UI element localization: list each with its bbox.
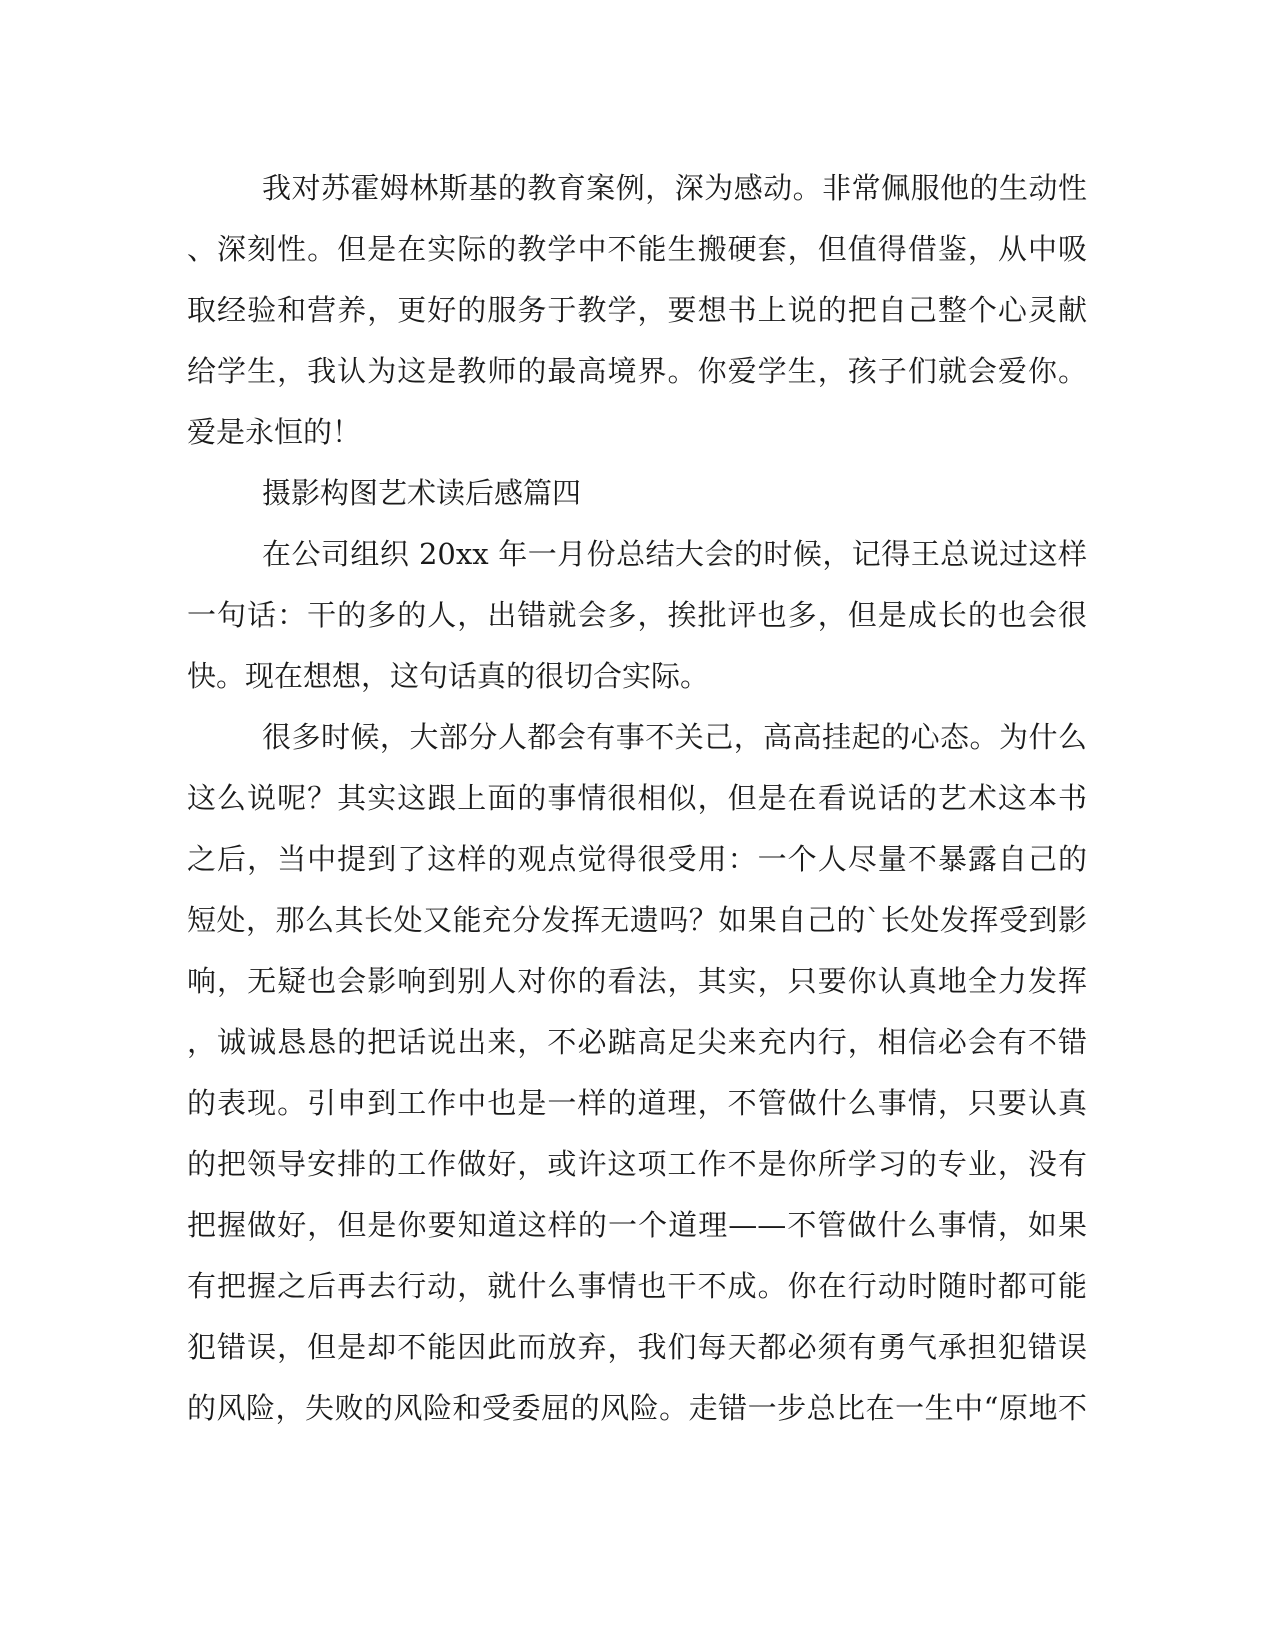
paragraph-art-of-speaking bbox=[187, 707, 1087, 1439]
paragraph-line: 这么说呢？其实这跟上面的事情很相似，但是在看说话的艺术这本书 bbox=[187, 781, 1087, 815]
paragraph-teaching-reflection bbox=[187, 158, 1087, 463]
paragraph-line: 爱是永恒的！ bbox=[187, 415, 362, 449]
paragraph-line: 有把握之后再去行动，就什么事情也干不成。你在行动时随时都可能 bbox=[187, 1269, 1087, 1303]
paragraph-line: 我对苏霍姆林斯基的教育案例，深为感动。非常佩服他的生动性 bbox=[262, 171, 1087, 205]
paragraph-line: 在公司组织 20xx 年一月份总结大会的时候，记得王总说过这样 bbox=[262, 537, 1087, 571]
paragraph-line: 的风险，失败的风险和受委屈的风险。走错一步总比在一生中“原地不 bbox=[187, 1391, 1087, 1425]
paragraph-line: 短处，那么其长处又能充分发挥无遗吗？如果自己的`长处发挥受到影 bbox=[187, 903, 1087, 937]
paragraph-line: 的表现。引申到工作中也是一样的道理，不管做什么事情，只要认真 bbox=[187, 1086, 1087, 1120]
paragraph-line: 、深刻性。但是在实际的教学中不能生搬硬套，但值得借鉴，从中吸 bbox=[187, 232, 1087, 266]
paragraph-line: 取经验和营养，更好的服务于教学，要想书上说的把自己整个心灵献 bbox=[187, 293, 1087, 327]
paragraph-line: 的把领导安排的工作做好，或许这项工作不是你所学习的专业，没有 bbox=[187, 1147, 1087, 1181]
paragraph-line: 一句话：干的多的人，出错就会多，挨批评也多，但是成长的也会很 bbox=[187, 598, 1087, 632]
paragraph-line: 快。现在想想，这句话真的很切合实际。 bbox=[187, 659, 710, 693]
paragraph-line: 犯错误，但是却不能因此而放弃，我们每天都必须有勇气承担犯错误 bbox=[187, 1330, 1087, 1364]
paragraph-company-meeting bbox=[187, 524, 1087, 707]
paragraph-line: ，诚诚恳恳的把话说出来，不必踮高足尖来充内行，相信必会有不错 bbox=[187, 1025, 1087, 1059]
paragraph-line: 响，无疑也会影响到别人对你的看法，其实，只要你认真地全力发挥 bbox=[187, 964, 1087, 998]
paragraph-line: 给学生，我认为这是教师的最高境界。你爱学生，孩子们就会爱你。 bbox=[187, 354, 1087, 388]
paragraph-line: 把握做好，但是你要知道这样的一个道理——不管做什么事情，如果 bbox=[187, 1208, 1087, 1242]
document-body bbox=[187, 158, 1087, 1439]
paragraph-line: 很多时候，大部分人都会有事不关己，高高挂起的心态。为什么 bbox=[262, 720, 1087, 754]
section-heading: 摄影构图艺术读后感篇四 bbox=[262, 476, 582, 510]
paragraph-line: 之后，当中提到了这样的观点觉得很受用：一个人尽量不暴露自己的 bbox=[187, 842, 1087, 876]
